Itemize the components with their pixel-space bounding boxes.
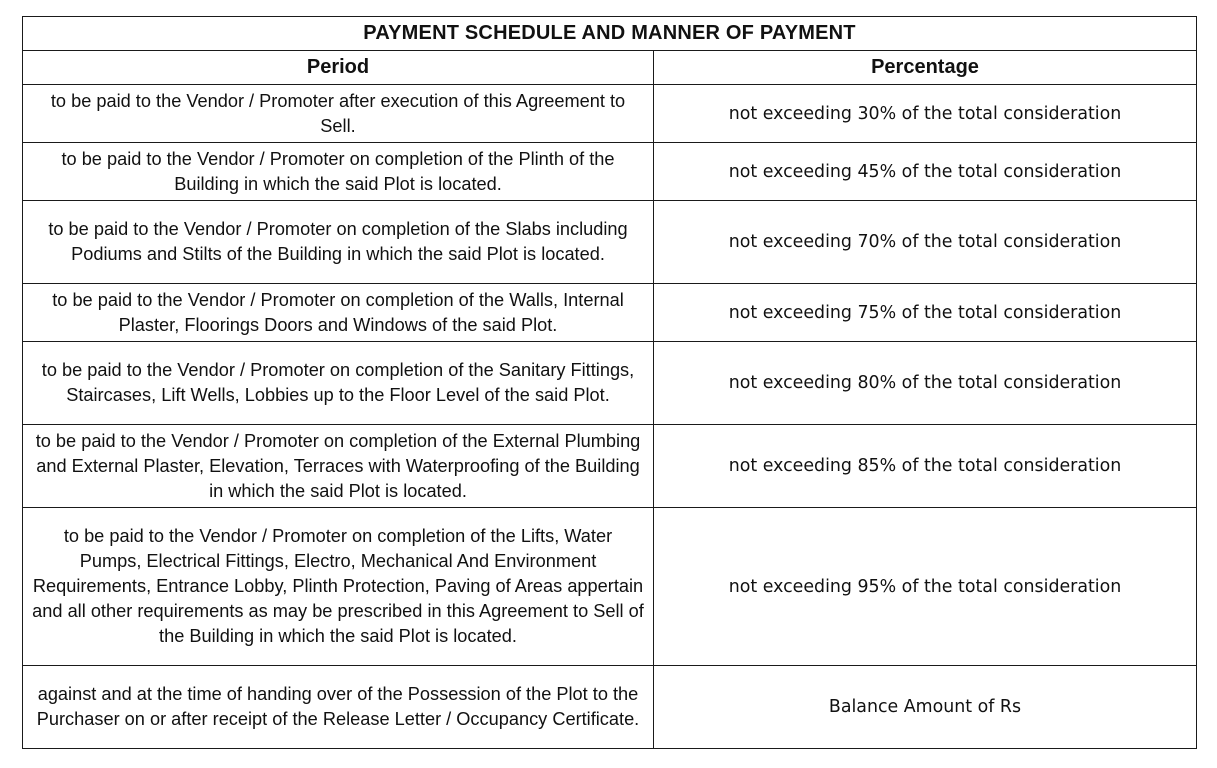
period-cell: to be paid to the Vendor / Promoter on completion of the Sanitary Fittings, Staircases, Lift Wells, Lobbies up to the Floor Level of the said Plot. — [23, 342, 654, 425]
period-cell: to be paid to the Vendor / Promoter after execution of this Agreement to Sell. — [23, 85, 654, 143]
table-row — [23, 425, 1197, 508]
table-row — [23, 284, 1197, 342]
period-cell: to be paid to the Vendor / Promoter on completion of the Slabs including Podiums and Stilts of the Building in which the said Plot is located. — [23, 201, 654, 284]
table-row — [23, 508, 1197, 666]
percentage-cell: not exceeding 75% of the total consideration — [654, 284, 1197, 342]
payment-schedule-document — [22, 16, 1196, 749]
header-row — [23, 51, 1197, 85]
table-row — [23, 143, 1197, 201]
percentage-cell: not exceeding 85% of the total consideration — [654, 425, 1197, 508]
title-row — [23, 17, 1197, 51]
period-cell: against and at the time of handing over of the Possession of the Plot to the Purchaser on or after receipt of the Release Letter / Occupancy Certificate. — [23, 666, 654, 749]
period-cell: to be paid to the Vendor / Promoter on completion of the External Plumbing and External Plaster, Elevation, Terraces with Waterproofing of the Building in which the said Plot is located. — [23, 425, 654, 508]
percentage-cell: not exceeding 30% of the total consideration — [654, 85, 1197, 143]
percentage-cell: not exceeding 70% of the total consideration — [654, 201, 1197, 284]
period-cell: to be paid to the Vendor / Promoter on completion of the Walls, Internal Plaster, Floorings Doors and Windows of the said Plot. — [23, 284, 654, 342]
header-percentage: Percentage — [654, 51, 1197, 85]
table-row — [23, 85, 1197, 143]
percentage-cell: not exceeding 45% of the total consideration — [654, 143, 1197, 201]
payment-schedule-table — [22, 16, 1197, 749]
percentage-cell: Balance Amount of Rs — [654, 666, 1197, 749]
table-row — [23, 201, 1197, 284]
percentage-cell: not exceeding 95% of the total consideration — [654, 508, 1197, 666]
header-period: Period — [23, 51, 654, 85]
table-title: PAYMENT SCHEDULE AND MANNER OF PAYMENT — [23, 17, 1197, 51]
table-row — [23, 666, 1197, 749]
period-cell: to be paid to the Vendor / Promoter on completion of the Lifts, Water Pumps, Electrical Fittings, Electro, Mechanical And Environment Requirements, Entrance Lobby, Plinth Protection, Paving of Areas appertain and all other requirements as may be prescribed in this Agreement to Sell of the Building in which the said Plot is located. — [23, 508, 654, 666]
percentage-cell: not exceeding 80% of the total consideration — [654, 342, 1197, 425]
table-row — [23, 342, 1197, 425]
period-cell: to be paid to the Vendor / Promoter on completion of the Plinth of the Building in which the said Plot is located. — [23, 143, 654, 201]
